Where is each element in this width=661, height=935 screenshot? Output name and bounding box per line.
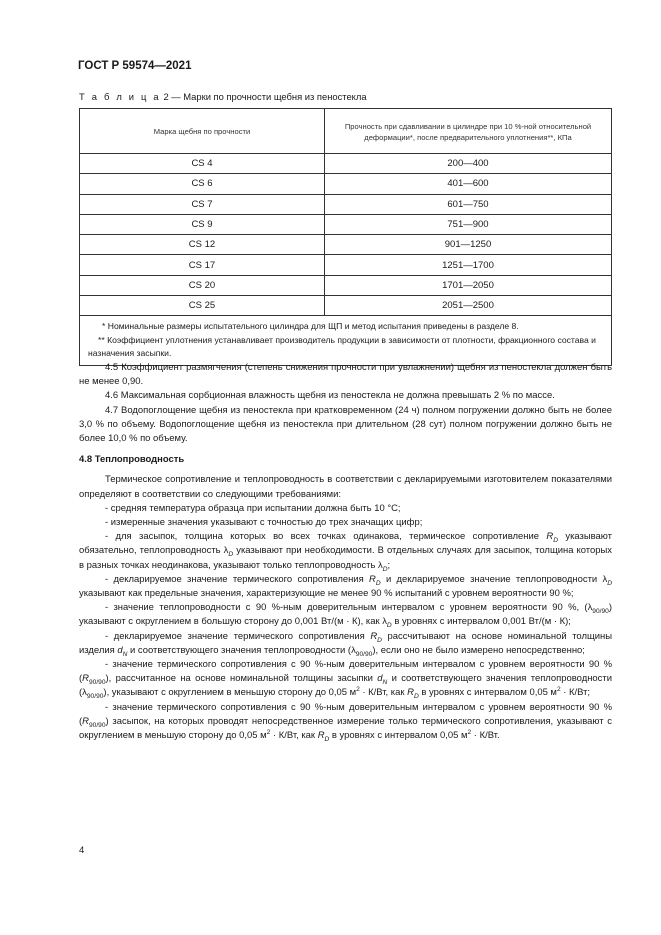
list-item: - декларируемое значение термического сопротивления $R_D$ рассчитывают на основе номинальной толщины изделия $d_N$ и соответствующего значения теплопроводности $(\lambda_{90/90})$, если оно не было измерено непосредственно; [79, 630, 612, 658]
strength-cell: 601—750 [325, 194, 612, 214]
grade-cell: CS 17 [80, 255, 325, 275]
grade-cell: CS 20 [80, 275, 325, 295]
table-note-1: * Номинальные размеры испытательного цилиндра для ЩП и метод испытания приведены в разделе 8. [102, 321, 519, 332]
list-item: - значение термического сопротивления с 90 %-ным доверительным интервалом с уровнем вероятности 90 % $(R_{90/90})$, рассчитанное на основе номинальной толщины засыпки $d_N$ и соответствующего значения теплопроводности $(\lambda_{90/90})$, указывают с округлением в меньшую сторону до 0,05 $м^2 \cdot К/Вт$, как $R_D$ в уровнях с интервалом 0,05 $м^2 \cdot К/Вт$; [79, 659, 612, 701]
list-item: - измеренные значения указывают с точностью до трех значащих цифр; [105, 517, 423, 529]
paragraph-intro: Термическое сопротивление и теплопроводность в соответствии с декларируемыми изготовителем показателями определяют в соответствии со следующими требованиями: [79, 474, 612, 500]
strength-cell: 901—1250 [325, 235, 612, 255]
document-header: ГОСТ Р 59574—2021 [78, 60, 192, 72]
caption-prefix: Т а б л и ц а [79, 91, 161, 102]
list-item: - для засыпок, толщина которых во всех точках одинакова, термическое сопротивление $R_D$ указывают обязательно, теплопроводность $\lambda_D$ указывают при необходимости. В отдельных случаях для засыпок, толщина которых в разных точках неодинакова, указывают только теплопроводность $\lambda_D$; [79, 531, 613, 573]
table-notes-row [80, 316, 612, 366]
body-text [79, 361, 612, 743]
grade-cell: CS 25 [80, 296, 325, 316]
table-caption [79, 91, 367, 102]
paragraph-4-6: 4.6 Максимальная сорбционная влажность щебня из пеностекла не должна превышать 2 % по массе. [105, 390, 555, 402]
strength-cell: 2051—2500 [325, 296, 612, 316]
table-row [80, 235, 612, 255]
grade-cell: CS 7 [80, 194, 325, 214]
grade-cell: CS 9 [80, 214, 325, 234]
table-notes [80, 316, 612, 366]
table-header-row [80, 109, 612, 154]
section-heading-4-8: 4.8 Теплопроводность [79, 454, 185, 466]
strength-cell: 1251—1700 [325, 255, 612, 275]
table-row [80, 154, 612, 174]
page-number: 4 [79, 845, 85, 856]
strength-cell: 401—600 [325, 174, 612, 194]
list-item: - значение термического сопротивления с 90 %-ным доверительным интервалом с уровнем вероятности 90 % $(R_{90/90})$ засыпок, на которых проводят непосредственное измерение только термического сопротивления, указывают с округлением в меньшую сторону до 0,05 $м^2 \cdot К/Вт$, как $R_D$ в уровнях с интервалом 0,05 $м^2 \cdot К/Вт$. [79, 701, 612, 743]
column-header-strength: Прочность при сдавливании в цилиндре при 10 %-ной относительной деформации*, после предварительного уплотнения**, КПа [325, 109, 612, 154]
table-row [80, 174, 612, 194]
strength-cell: 1701—2050 [325, 275, 612, 295]
strength-grades-table [79, 108, 612, 366]
paragraph-4-7: 4.7 Водопоглощение щебня из пеностекла при кратковременном (24 ч) полном погружении должно быть не более 3,0 % по объему. Водопоглощение щебня из пеностекла при длительном (28 сут) полном погружении должно быть не более 10,0 % по объему. [79, 404, 612, 445]
grade-cell: CS 12 [80, 235, 325, 255]
strength-cell: 751—900 [325, 214, 612, 234]
grade-cell: CS 6 [80, 174, 325, 194]
column-header-grade: Марка щебня по прочности [80, 109, 325, 154]
table-row [80, 275, 612, 295]
table-row [80, 255, 612, 275]
table-note-2: ** Коэффициент уплотнения устанавливает производитель продукции в зависимости от плотности, фракционного состава и назначения засыпки. [88, 334, 596, 359]
table-row [80, 194, 612, 214]
list-item: - средняя температура образца при испытании должна быть 10 °С; [105, 502, 401, 514]
list-item: - значение теплопроводности с 90 %-ным доверительным интервалом с уровнем вероятности 90 %, $(\lambda_{90/90})$ указывают с округлением в большую сторону до 0,001 Вт/(м · К), как $\lambda_D$ в уровнях с интервалом 0,001 Вт/(м · К); [79, 602, 612, 630]
paragraph-4-5: 4.5 Коэффициент размягчения (степень снижения прочности при увлажнении) щебня из пеностекла должен быть не менее 0,90. [79, 362, 612, 388]
list-item: - декларируемое значение термического сопротивления $R_D$ и декларируемое значение теплопроводности $\lambda_D$ указывают как предельные значения, характеризующие не менее 90 % испытаний с уровнем вероятности 90 %; [79, 573, 612, 600]
strength-cell: 200—400 [325, 154, 612, 174]
table-row [80, 214, 612, 234]
caption-text: 2 — Марки по прочности щебня из пеностекла [160, 91, 367, 102]
grade-cell: CS 4 [80, 154, 325, 174]
table-row [80, 296, 612, 316]
